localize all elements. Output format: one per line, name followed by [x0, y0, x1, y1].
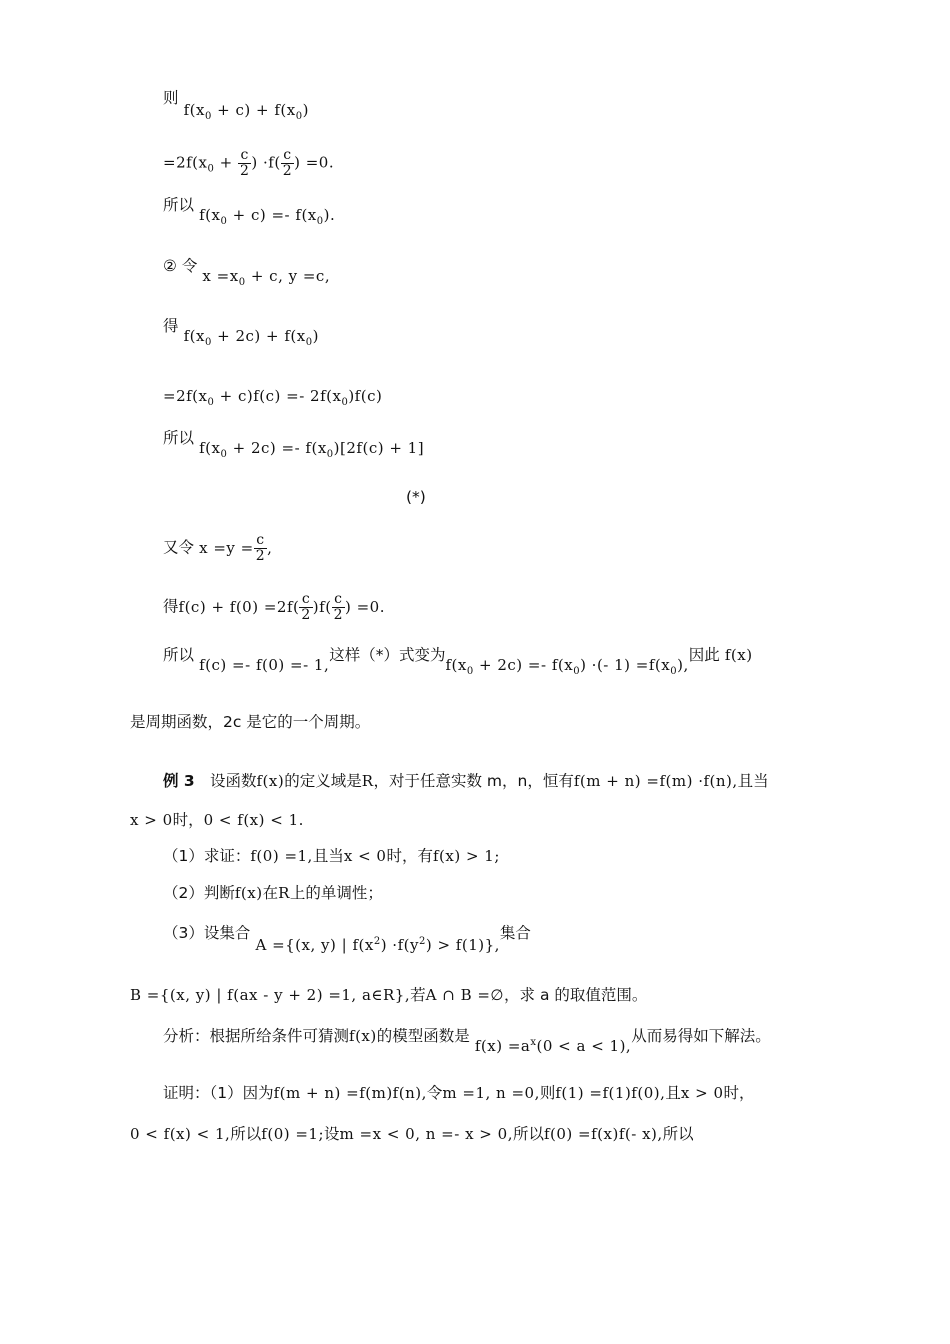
line-9: 得f(c) + f(0) =2f( $\frac{c}{2}$ )f( $\frac{c}{2}$ ) =0. — [163, 591, 385, 623]
fraction: $\frac{c}{2}$ — [255, 532, 266, 564]
line-1 — [163, 88, 309, 122]
text: 则 — [163, 89, 179, 107]
fraction: $\frac{c}{2}$ — [333, 591, 343, 623]
formula: $f(x_0 + c) + f(x_0)$ — [183, 101, 309, 122]
line-2: $=2f(x_0$ + $\frac{c}{2}$ ) ·f( $\frac{c}{2}$ ) =0. — [163, 147, 335, 179]
line-4: ② 令 $x =x_0 + c$, y =c, — [163, 257, 331, 288]
line-3: 所以 $f(x_0 + c) =- f(x_0)$. — [163, 196, 336, 227]
proof-line-2: 0 < f(x) < 1,所以f(0) =1;设m =x < 0, n =- x > 0,所以f(0) =f(x)f(- x),所以 — [130, 1125, 694, 1143]
line-5: 得 $f(x_0 + 2c) + f(x_0)$ — [163, 317, 319, 348]
fraction: $\frac{c}{2}$ — [239, 147, 250, 179]
question-3: （3）设集合 A ={(x, y) | $f(x^2) \cdot f(y^2) > f(1)$},集合 — [163, 924, 531, 954]
line-7: 所以 $f(x_0 + 2c) =- f(x_0)[2f(c) + 1]$ — [163, 429, 425, 460]
example-3-line-2: x > 0时，0 < f(x) < 1. — [130, 811, 304, 829]
line-8: 又令 x =y = $\frac{c}{2}$ , — [163, 532, 273, 564]
proof-line-1: 证明：（1）因为f(m + n) =f(m)f(n),令m =1, n =0,则f(1) =f(1)f(0),且x > 0时， — [163, 1084, 755, 1102]
fraction: $\frac{c}{2}$ — [301, 591, 311, 623]
line-10: 所以 f(c) =- f(0) =- 1,这样（*）式变为$f(x_0 + 2c) =- f(x_0)$ ·(- $1) =f(x_0)$,因此 f(x) — [163, 646, 753, 677]
set-b-line: B ={(x, y) | f(ax - y + 2) =1, a∈R},若A ∩ B =∅，求 a 的取值范围。 — [130, 986, 648, 1004]
line-11: 是周期函数，2c 是它的一个周期。 — [130, 713, 371, 731]
analysis: 分析：根据所给条件可猜测f(x)的模型函数是 $f(x) =a^x(0 < a < 1)$,从而易得如下解法。 — [163, 1027, 771, 1055]
fraction: $\frac{c}{2}$ — [282, 147, 293, 179]
example-3-line-1: 例 3 设函数f(x)的定义域是R，对于任意实数 m，n，恒有f(m + n) =f(m) ·f(n),且当 — [163, 772, 769, 790]
example-label: 例 3 — [163, 772, 195, 790]
line-6: $=2f(x_0 + c)f(c) =- 2f(x_0)f(c)$ — [163, 387, 383, 408]
question-1: （1）求证：f(0) =1,且当x < 0时，有f(x) > 1; — [163, 847, 500, 865]
equation-marker: (*) — [406, 488, 426, 506]
question-2: （2）判断f(x)在R上的单调性； — [163, 884, 383, 902]
